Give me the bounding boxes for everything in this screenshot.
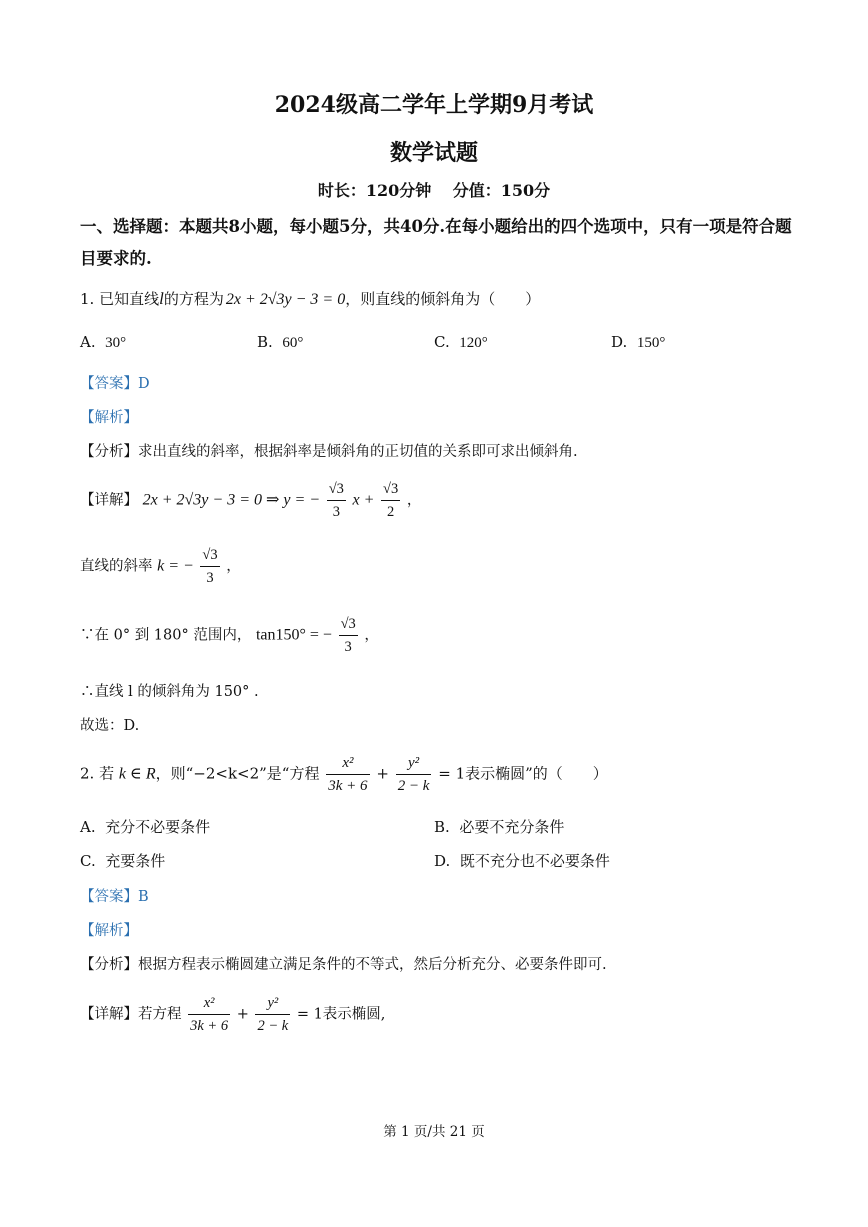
q2-answer: [80, 885, 149, 906]
q1-stem-part: 的方程为: [163, 290, 224, 308]
option-value: 150°: [636, 335, 666, 351]
q1-jiexi: 【解析】: [80, 410, 138, 426]
answer-label: 【答案】D: [80, 376, 150, 392]
punctuation: ，: [226, 558, 241, 575]
q1-stem: [80, 288, 540, 309]
fraction-denominator: 3: [332, 504, 340, 520]
option-label: B.: [257, 333, 273, 351]
fraction-denominator: 3k + 6: [190, 1018, 229, 1034]
fraction: [396, 752, 432, 797]
q1-detail-equation: x +: [352, 491, 375, 509]
fraction-numerator: y²: [396, 752, 432, 775]
q1-equation: 2x + 2√3y − 3 = 0: [225, 291, 346, 308]
fraction-numerator: x²: [326, 752, 369, 775]
fraction: [200, 544, 219, 589]
q1-option-a: [80, 333, 126, 352]
page-title: 2024级高二学年上学期9月考试: [274, 92, 594, 118]
q1-option-c: [434, 333, 488, 352]
fraction-numerator: √3: [381, 478, 400, 501]
q2-stem-part: ，则“−2<k<2”是“方程: [155, 764, 320, 783]
answer-label: 【答案】B: [80, 889, 149, 905]
q2-stem-part: 2. 若: [80, 764, 115, 783]
q2-detail: [80, 992, 385, 1037]
exam-meta: 时长：120分钟 分值：150分: [317, 181, 551, 200]
plus-sign: +: [236, 1006, 249, 1023]
range-text: ∵在 0° 到 180° 范围内，: [80, 627, 252, 644]
option-value: 充要条件: [105, 852, 166, 870]
q2-stem: [80, 752, 608, 797]
q2-option-a: [80, 816, 210, 837]
fraction: [327, 478, 346, 523]
detail-label: 【详解】若方程: [80, 1006, 182, 1023]
fraction-denominator: 3: [206, 570, 214, 586]
option-label: D.: [434, 852, 451, 870]
fraction-denominator: 3: [344, 639, 352, 655]
slope-equation: k = −: [157, 557, 194, 575]
q1-option-b: [257, 333, 303, 352]
fraction: [339, 613, 358, 658]
option-value: 120°: [459, 335, 488, 351]
q2-stem-part: = 1表示椭圆”的（ ）: [438, 764, 608, 783]
page-subtitle: 数学试题: [389, 140, 478, 166]
fraction-denominator: 3k + 6: [328, 778, 368, 794]
fraction: [326, 752, 369, 797]
punctuation: ，: [406, 492, 422, 509]
option-label: A.: [80, 818, 96, 836]
fraction-numerator: x²: [188, 992, 230, 1015]
q1-range: [80, 613, 379, 658]
fraction: [255, 992, 290, 1037]
fraction-denominator: 2: [387, 504, 395, 520]
q1-var-l: l: [159, 289, 164, 308]
punctuation: ，: [364, 627, 379, 644]
option-value: 必要不充分条件: [459, 818, 565, 836]
q1-detail-equation: 2x + 2√3y − 3 = 0 ⇒ y = −: [142, 491, 321, 509]
q2-analysis: 【分析】根据方程表示椭圆建立满足条件的不等式，然后分析充分、必要条件即可.: [80, 957, 607, 973]
fraction: [188, 992, 230, 1037]
q2-option-d: [434, 850, 610, 871]
fraction: [381, 478, 400, 523]
fraction-numerator: √3: [339, 613, 358, 636]
slope-text: 直线的斜率: [80, 558, 153, 575]
fraction-numerator: y²: [255, 992, 290, 1015]
option-value: 充分不必要条件: [105, 818, 211, 836]
fraction-numerator: √3: [327, 478, 346, 501]
q1-conclusion: ∴直线 l 的倾斜角为 150° .: [80, 684, 259, 700]
option-label: D.: [611, 333, 628, 351]
q2-jiexi: 【解析】: [80, 923, 138, 939]
q2-option-c: [80, 850, 165, 871]
q1-stem-part: 1. 已知直线: [80, 290, 160, 308]
page-footer: 第 1 页/共 21 页: [383, 1124, 485, 1140]
fraction-denominator: 2 − k: [257, 1018, 289, 1034]
q1-option-d: [611, 333, 665, 352]
q1-stem-part: ，则直线的倾斜角为（ ）: [345, 290, 541, 308]
option-value: 30°: [105, 335, 127, 351]
option-label: B.: [434, 818, 450, 836]
option-label: A.: [80, 333, 96, 351]
option-label: C.: [80, 852, 96, 870]
detail-label: 【详解】: [80, 492, 138, 509]
q1-slope: [80, 544, 241, 589]
q1-answer: [80, 372, 150, 393]
detail-tail: = 1表示椭圆,: [296, 1006, 386, 1023]
option-label: C.: [434, 333, 450, 351]
q2-option-b: [434, 816, 564, 837]
q1-choose: 故选：D.: [80, 718, 140, 734]
tan-equation: tan150° = −: [255, 626, 332, 644]
fraction-numerator: √3: [200, 544, 219, 567]
option-value: 60°: [282, 335, 304, 351]
fraction-denominator: 2 − k: [397, 778, 430, 794]
q1-detail: [80, 478, 421, 523]
q1-analysis: 【分析】求出直线的斜率，根据斜率是倾斜角的正切值的关系即可求出倾斜角.: [80, 444, 578, 460]
option-value: 既不充分也不必要条件: [459, 852, 610, 870]
plus-sign: +: [376, 764, 389, 783]
section-heading: 一、选择题：本题共8小题，每小题5分，共40分.在每小题给出的四个选项中，只有一项是符合题目要求的.: [80, 217, 792, 268]
q2-k-in-r: k ∈ R: [118, 765, 156, 783]
